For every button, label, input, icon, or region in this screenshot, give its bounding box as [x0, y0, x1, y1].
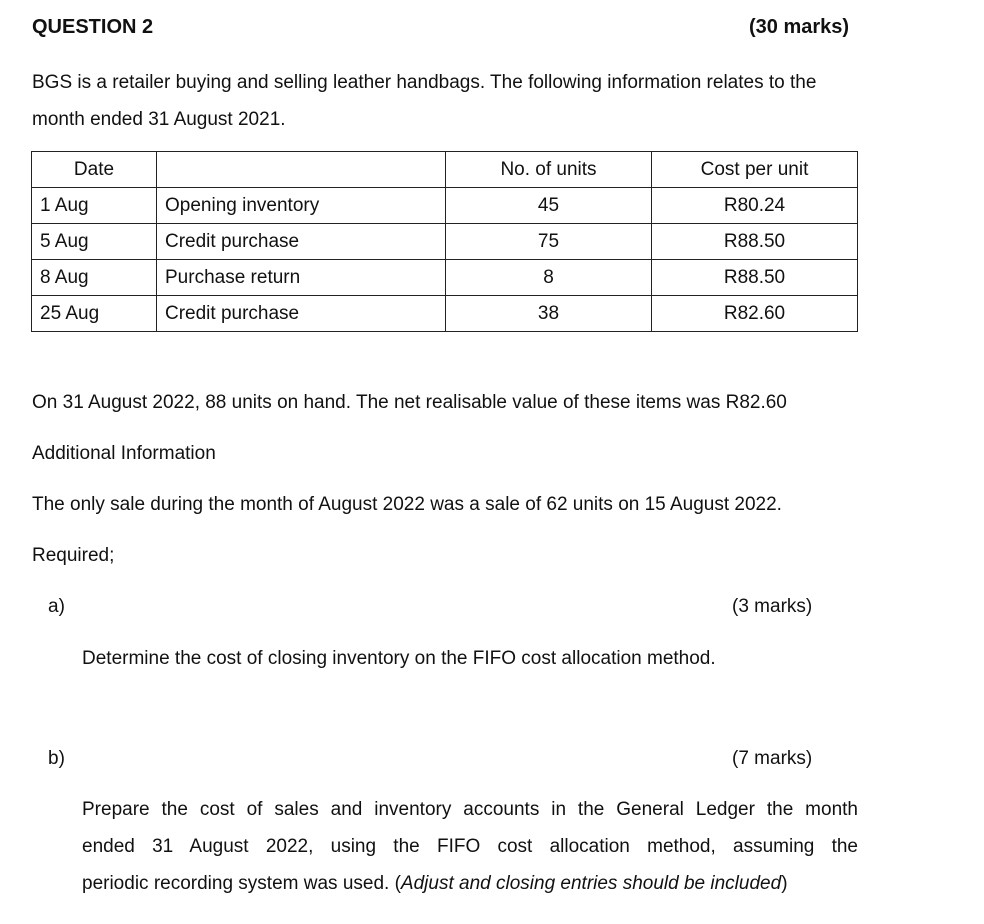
cell-description: Credit purchase	[157, 296, 446, 332]
nrv-paragraph: On 31 August 2022, 88 units on hand. The net realisable value of these items was R82.60	[32, 392, 787, 413]
cell-cost: R88.50	[652, 260, 858, 296]
cell-date: 1 Aug	[32, 188, 157, 224]
part-b-line-3	[82, 865, 858, 902]
question-title: QUESTION 2	[32, 16, 154, 38]
inventory-table	[31, 151, 858, 332]
intro-paragraph: BGS is a retailer buying and selling leather handbags. The following information relates to the month ended 31 August 2021.	[32, 72, 817, 130]
header-date: Date	[32, 152, 157, 188]
required-heading: Required;	[32, 545, 115, 566]
cell-description: Purchase return	[157, 260, 446, 296]
table-row	[32, 224, 858, 260]
part-a-text: Determine the cost of closing inventory on the FIFO cost allocation method.	[82, 648, 716, 669]
cell-units: 8	[446, 260, 652, 296]
part-a-marks: (3 marks)	[732, 596, 813, 617]
cell-date: 25 Aug	[32, 296, 157, 332]
part-a-label: a)	[48, 596, 65, 617]
cell-units: 75	[446, 224, 652, 260]
part-b-line-3-start: periodic recording system was used. (	[82, 873, 401, 894]
cell-description: Credit purchase	[157, 224, 446, 260]
table-row	[32, 260, 858, 296]
table-row	[32, 296, 858, 332]
part-b-text	[82, 791, 858, 902]
part-b-line-1: Prepare the cost of sales and inventory accounts in the General Ledger the month	[82, 799, 858, 820]
cell-units: 38	[446, 296, 652, 332]
part-b-line-3-end: )	[781, 873, 788, 894]
header-description	[157, 152, 446, 188]
cell-cost: R82.60	[652, 296, 858, 332]
additional-info-heading: Additional Information	[32, 443, 216, 464]
cell-cost: R80.24	[652, 188, 858, 224]
part-b-line-2: ended 31 August 2022, using the FIFO cost allocation method, assuming the	[82, 836, 858, 857]
table-row	[32, 188, 858, 224]
part-b-label: b)	[48, 748, 65, 769]
cell-description: Opening inventory	[157, 188, 446, 224]
part-b-line-3-italic: Adjust and closing entries should be included	[400, 873, 782, 894]
cell-date: 8 Aug	[32, 260, 157, 296]
sale-paragraph: The only sale during the month of August 2022 was a sale of 62 units on 15 August 2022.	[32, 494, 782, 515]
header-cost: Cost per unit	[652, 152, 858, 188]
cell-cost: R88.50	[652, 224, 858, 260]
table-header-row	[32, 152, 858, 188]
question-total-marks: (30 marks)	[749, 16, 850, 38]
part-b-marks: (7 marks)	[732, 748, 813, 769]
header-units: No. of units	[446, 152, 652, 188]
cell-date: 5 Aug	[32, 224, 157, 260]
cell-units: 45	[446, 188, 652, 224]
